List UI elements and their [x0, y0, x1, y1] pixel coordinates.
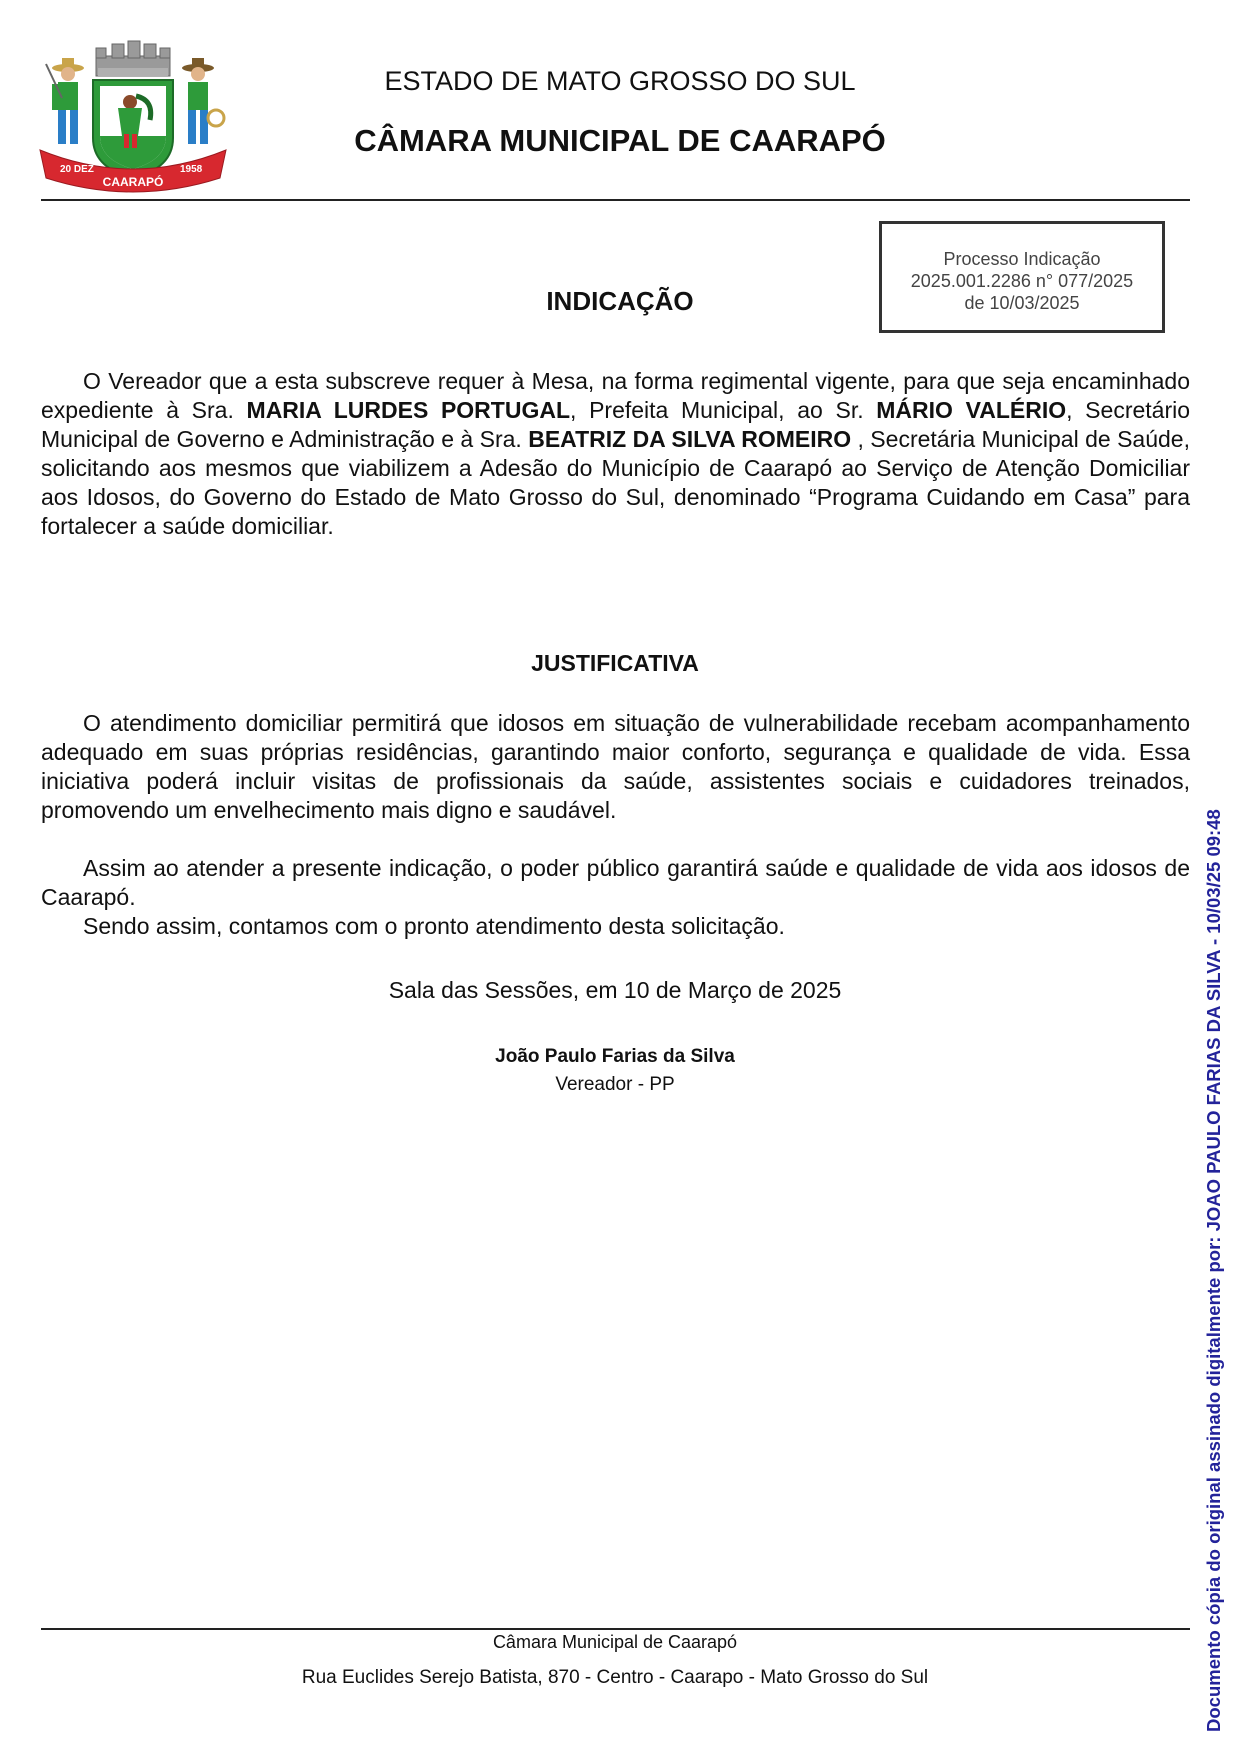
signer-name: João Paulo Farias da Silva: [495, 1046, 735, 1067]
indicacao-text-3: , Secretário Municipal de Governo e Administração e à Sra.: [41, 397, 1191, 452]
process-stamp-line3: de 10/03/2025: [964, 293, 1080, 313]
recipient-name-1: MARIA LURDES PORTUGAL: [246, 397, 571, 423]
digital-signature-note: Documento cópia do original assinado digitalmente por: JOAO PAULO FARIAS DA SILVA - 10/03/25 09:48: [1203, 809, 1224, 1732]
justificativa-paragraph-1: O atendimento domiciliar permitirá que idosos em situação de vulnerabilidade recebam acompanhamento adequado em suas próprias residências, garantindo maior conforto, segurança e qualidade de vida. Essa iniciativa poderá incluir visitas de profissionais da saúde, assistentes sociais e cuidadores treinados, promovendo um envelhecimento mais digno e saudável.: [41, 710, 1190, 823]
header-chamber: CÂMARA MUNICIPAL DE CAARAPÓ: [354, 123, 886, 158]
signer-role: Vereador - PP: [555, 1074, 675, 1095]
recipient-name-3: BEATRIZ DA SILVA ROMEIRO: [528, 426, 852, 452]
process-stamp-line1: Processo Indicação: [943, 249, 1101, 269]
justificativa-paragraph-3: Sendo assim, contamos com o pronto atendimento desta solicitação.: [83, 913, 785, 939]
indicacao-text-2: , Prefeita Municipal, ao Sr.: [570, 397, 877, 423]
process-stamp: [879, 221, 1165, 333]
justificativa-paragraph-2: Assim ao atender a presente indicação, o poder público garantirá saúde e qualidade de vida aos idosos de Caarapó.: [41, 855, 1190, 910]
crest-ribbon-right: 1958: [180, 164, 203, 175]
indicacao-text-4: , Secretária Municipal de Saúde, solicitando aos mesmos que viabilizem a Adesão do Município de Caarapó ao Serviço de Atenção Domiciliar aos Idosos, do Governo do Estado de Mato Grosso do Sul, denominado “Programa Cuidando em Casa” para fortalecer a saúde domiciliar.: [41, 426, 1190, 539]
justificativa-title: JUSTIFICATIVA: [531, 650, 699, 676]
indicacao-paragraph: [41, 367, 1190, 541]
process-stamp-line2: 2025.001.2286 n° 077/2025: [910, 271, 1134, 291]
crest-ribbon-center: CAARAPÓ: [102, 175, 164, 189]
footer-chamber: Câmara Municipal de Caarapó: [492, 1632, 738, 1652]
indicacao-text-1: O Vereador que a esta subscreve requer à Mesa, na forma regimental vigente, para que seja encaminhado expediente à Sra.: [41, 368, 1190, 423]
municipal-crest-logo: [38, 38, 228, 194]
header-divider: [41, 199, 1190, 201]
document-title: INDICAÇÃO: [546, 286, 694, 316]
recipient-name-2: MÁRIO VALÉRIO: [876, 397, 1067, 423]
crest-ribbon-left: 20 DEZ: [60, 164, 94, 175]
header-state: ESTADO DE MATO GROSSO DO SUL: [384, 66, 856, 96]
footer-divider: [41, 1628, 1190, 1630]
place-date: Sala das Sessões, em 10 de Março de 2025: [388, 977, 842, 1003]
footer-address: Rua Euclides Serejo Batista, 870 - Centro - Caarapo - Mato Grosso do Sul: [301, 1667, 929, 1688]
